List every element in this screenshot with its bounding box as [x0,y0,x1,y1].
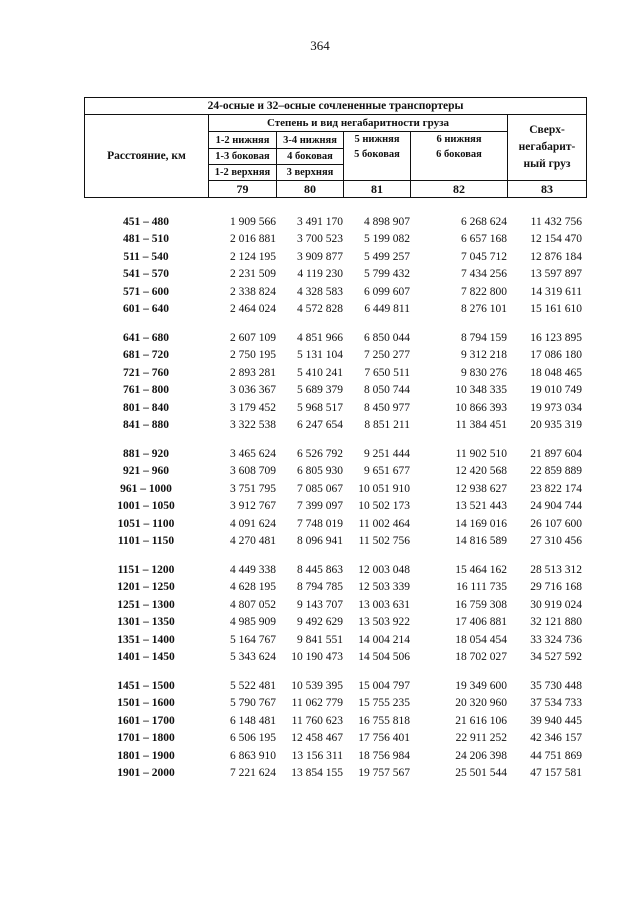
value-cell-81: 10 051 910 [358,482,410,495]
value-cell-83: 33 324 736 [530,633,582,646]
value-cell-79: 6 506 195 [230,732,276,745]
value-cell-82: 12 938 627 [455,482,507,495]
value-cell-82: 6 657 168 [461,233,507,246]
value-cell-80: 3 491 170 [297,215,343,228]
value-cell-83: 34 527 592 [530,651,582,664]
table-row [84,399,586,417]
variant-header-1 [209,132,277,181]
value-cell-79: 5 790 767 [230,697,276,710]
value-cell-80: 5 968 517 [297,401,343,414]
column-number: 83 [508,181,587,198]
value-cell-81: 6 449 811 [364,303,410,316]
value-cell-80: 9 841 551 [297,633,343,646]
value-cell-81: 9 651 677 [364,465,410,478]
value-cell-79: 3 751 795 [230,482,276,495]
value-cell-81: 7 250 277 [364,349,410,362]
value-cell-80: 10 190 473 [291,651,343,664]
table-row [84,765,586,783]
value-cell-82: 16 111 735 [456,581,507,594]
distance-cell: 1001 – 1050 [117,500,175,513]
value-cell-80: 10 539 395 [291,679,343,692]
value-cell-82: 7 434 256 [461,268,507,281]
value-cell-82: 18 054 454 [455,633,507,646]
value-cell-83: 22 859 889 [530,465,582,478]
table-row [84,695,586,713]
distance-cell: 801 – 840 [123,401,169,414]
value-cell-82: 19 349 600 [455,679,507,692]
value-cell-79: 2 124 195 [230,250,276,263]
distance-cell: 1901 – 2000 [117,767,175,780]
value-cell-82: 8 276 101 [461,303,507,316]
value-cell-81: 5 199 082 [364,233,410,246]
distance-cell: 841 – 880 [123,419,169,432]
distance-cell: 881 – 920 [123,447,169,460]
distance-cell: 1301 – 1350 [117,616,175,629]
table-row [84,231,586,249]
table-row [84,631,586,649]
variant-line: 3-4 нижняя [277,133,343,149]
value-cell-83: 19 010 749 [530,384,582,397]
distance-cell: 761 – 800 [123,384,169,397]
table-title: 24-осные и 32–осные сочлененные транспортеры [85,98,587,115]
variant-line: 5 нижняя [354,134,400,145]
value-cell-82: 22 911 252 [455,732,507,745]
value-cell-83: 16 123 895 [530,331,582,344]
value-cell-79: 4 270 481 [230,535,276,548]
value-cell-81: 5 799 432 [364,268,410,281]
table-row [84,347,586,365]
value-cell-79: 4 628 195 [230,581,276,594]
row-group [84,329,586,434]
value-cell-83: 23 822 174 [530,482,582,495]
value-cell-81: 15 004 797 [358,679,410,692]
value-cell-79: 4 985 909 [230,616,276,629]
value-cell-82: 10 348 335 [455,384,507,397]
row-group [84,213,586,318]
value-cell-80: 9 492 629 [297,616,343,629]
value-cell-79: 3 465 624 [230,447,276,460]
value-cell-81: 5 499 257 [364,250,410,263]
distance-cell: 541 – 570 [123,268,169,281]
over-header-line: ный груз [523,158,571,170]
value-cell-83: 28 513 312 [530,563,582,576]
row-group [84,677,586,782]
value-cell-79: 2 893 281 [230,366,276,379]
distance-cell: 1351 – 1400 [117,633,175,646]
table-row [84,301,586,319]
value-cell-79: 6 863 910 [230,749,276,762]
value-cell-82: 9 830 276 [461,366,507,379]
table-row [84,677,586,695]
value-cell-80: 6 526 792 [297,447,343,460]
distance-cell: 601 – 640 [123,303,169,316]
variant-line: 5 боковая [354,149,400,160]
value-cell-83: 19 973 034 [530,401,582,414]
table-row [84,248,586,266]
value-cell-82: 13 521 443 [455,500,507,513]
value-cell-79: 5 164 767 [230,633,276,646]
table-header [84,97,587,198]
variant-line: 4 боковая [277,149,343,165]
value-cell-81: 12 503 339 [358,581,410,594]
distance-cell: 921 – 960 [123,465,169,478]
value-cell-83: 21 897 604 [530,447,582,460]
value-cell-82: 11 384 451 [455,419,507,432]
column-number: 82 [411,181,508,198]
value-cell-79: 4 807 052 [230,598,276,611]
table-row [84,561,586,579]
value-cell-83: 37 534 733 [530,697,582,710]
value-cell-80: 3 700 523 [297,233,343,246]
value-cell-81: 19 757 567 [358,767,410,780]
table-row [84,283,586,301]
variant-line: 1-2 нижняя [209,133,276,149]
value-cell-82: 11 902 510 [455,447,507,460]
value-cell-80: 6 247 654 [297,419,343,432]
distance-cell: 1601 – 1700 [117,714,175,727]
table-row [84,364,586,382]
value-cell-82: 16 759 308 [455,598,507,611]
value-cell-81: 7 650 511 [364,366,410,379]
value-cell-83: 18 048 465 [530,366,582,379]
value-cell-81: 14 504 506 [358,651,410,664]
table-row [84,463,586,481]
value-cell-80: 8 096 941 [297,535,343,548]
distance-header: Расстояние, км [85,115,209,198]
table-row [84,712,586,730]
value-cell-81: 18 756 984 [358,749,410,762]
value-cell-81: 6 850 044 [364,331,410,344]
value-cell-80: 4 119 230 [297,268,343,281]
distance-cell: 721 – 760 [123,366,169,379]
value-cell-80: 7 399 097 [297,500,343,513]
value-cell-79: 3 608 709 [230,465,276,478]
variant-line: 6 боковая [436,149,482,160]
distance-cell: 1201 – 1250 [117,581,175,594]
table-row [84,747,586,765]
value-cell-81: 13 003 631 [358,598,410,611]
value-cell-80: 12 458 467 [291,732,343,745]
value-cell-83: 13 597 897 [530,268,582,281]
value-cell-80: 9 143 707 [297,598,343,611]
table-row [84,329,586,347]
over-dimension-header [508,115,587,181]
value-cell-80: 13 854 155 [291,767,343,780]
value-cell-82: 24 206 398 [455,749,507,762]
distance-cell: 961 – 1000 [120,482,172,495]
value-cell-81: 14 004 214 [358,633,410,646]
value-cell-79: 2 231 509 [230,268,276,281]
value-cell-80: 3 909 877 [297,250,343,263]
variant-line: 6 нижняя [436,134,482,145]
value-cell-83: 20 935 319 [530,419,582,432]
value-cell-81: 6 099 607 [364,285,410,298]
value-cell-81: 12 003 048 [358,563,410,576]
table-row [84,579,586,597]
value-cell-81: 16 755 818 [358,714,410,727]
value-cell-80: 11 760 623 [291,714,343,727]
value-cell-83: 17 086 180 [530,349,582,362]
distance-cell: 1151 – 1200 [117,563,175,576]
variant-line: 1-2 верхняя [214,166,271,178]
value-cell-79: 4 449 338 [230,563,276,576]
value-cell-79: 2 338 824 [230,285,276,298]
value-cell-79: 2 750 195 [230,349,276,362]
value-cell-83: 35 730 448 [530,679,582,692]
distance-cell: 571 – 600 [123,285,169,298]
value-cell-81: 8 050 744 [364,384,410,397]
value-cell-83: 24 904 744 [530,500,582,513]
value-cell-82: 12 420 568 [455,465,507,478]
distance-cell: 1401 – 1450 [117,651,175,664]
value-cell-79: 5 343 624 [230,651,276,664]
over-header-line: негабарит- [518,141,576,153]
value-cell-80: 7 085 067 [297,482,343,495]
distance-cell: 1051 – 1100 [117,517,175,530]
value-cell-83: 44 751 869 [530,749,582,762]
value-cell-82: 9 312 218 [461,349,507,362]
variant-header-4 [411,132,508,181]
value-cell-81: 10 502 173 [358,500,410,513]
value-cell-82: 7 822 800 [461,285,507,298]
page-number: 364 [310,38,330,53]
distance-cell: 1801 – 1900 [117,749,175,762]
value-cell-80: 6 805 930 [297,465,343,478]
value-cell-82: 17 406 881 [455,616,507,629]
value-cell-83: 29 716 168 [530,581,582,594]
value-cell-80: 13 156 311 [291,749,343,762]
value-cell-79: 3 036 367 [230,384,276,397]
value-cell-80: 4 572 828 [297,303,343,316]
value-cell-81: 8 450 977 [364,401,410,414]
table-row [84,730,586,748]
value-cell-79: 2 607 109 [230,331,276,344]
table-row [84,498,586,516]
table-row [84,533,586,551]
value-cell-80: 7 748 019 [297,517,343,530]
value-cell-82: 20 320 960 [455,697,507,710]
table-row [84,445,586,463]
row-group [84,561,586,666]
value-cell-83: 42 346 157 [530,732,582,745]
row-group [84,445,586,550]
table-row [84,614,586,632]
value-cell-79: 1 909 566 [230,215,276,228]
value-cell-80: 8 445 863 [297,563,343,576]
value-cell-79: 3 179 452 [230,401,276,414]
distance-cell: 1251 – 1300 [117,598,175,611]
value-cell-83: 14 319 611 [530,285,582,298]
distance-cell: 1451 – 1500 [117,679,175,692]
value-cell-82: 18 702 027 [455,651,507,664]
value-cell-83: 30 919 024 [530,598,582,611]
value-cell-82: 7 045 712 [461,250,507,263]
table-row [84,596,586,614]
value-cell-79: 3 912 767 [230,500,276,513]
distance-cell: 511 – 540 [123,250,169,263]
distance-cell: 641 – 680 [123,331,169,344]
value-cell-79: 5 522 481 [230,679,276,692]
table-row [84,649,586,667]
value-cell-83: 39 940 445 [530,714,582,727]
column-number: 79 [209,181,277,198]
value-cell-82: 10 866 393 [455,401,507,414]
variant-line: 3 верхняя [286,166,334,178]
table-row [84,480,586,498]
distance-cell: 451 – 480 [123,215,169,228]
value-cell-82: 25 501 544 [455,767,507,780]
value-cell-82: 15 464 162 [455,563,507,576]
table-row [84,417,586,435]
value-cell-80: 5 689 379 [297,384,343,397]
table-row [84,515,586,533]
value-cell-82: 6 268 624 [461,215,507,228]
value-cell-81: 13 503 922 [358,616,410,629]
value-cell-81: 9 251 444 [364,447,410,460]
value-cell-82: 21 616 106 [455,714,507,727]
value-cell-79: 4 091 624 [230,517,276,530]
table-row [84,266,586,284]
value-cell-81: 11 002 464 [358,517,410,530]
table-row [84,213,586,231]
value-cell-83: 26 107 600 [530,517,582,530]
value-cell-81: 8 851 211 [364,419,410,432]
value-cell-80: 11 062 779 [291,697,343,710]
variant-header-2 [277,132,344,181]
variant-line: 1-3 боковая [209,149,276,165]
distance-cell: 481 – 510 [123,233,169,246]
value-cell-81: 17 756 401 [358,732,410,745]
value-cell-83: 32 121 880 [530,616,582,629]
distance-cell: 681 – 720 [123,349,169,362]
value-cell-82: 8 794 159 [461,331,507,344]
value-cell-82: 14 169 016 [455,517,507,530]
value-cell-79: 3 322 538 [230,419,276,432]
value-cell-83: 12 154 470 [530,233,582,246]
table-row [84,382,586,400]
column-number: 81 [344,181,411,198]
value-cell-79: 7 221 624 [230,767,276,780]
value-cell-81: 15 755 235 [358,697,410,710]
value-cell-83: 12 876 184 [530,250,582,263]
oversize-subtitle: Степень и вид негабаритности груза [209,115,508,132]
value-cell-79: 2 016 881 [230,233,276,246]
value-cell-82: 14 816 589 [455,535,507,548]
distance-cell: 1501 – 1600 [117,697,175,710]
value-cell-83: 47 157 581 [530,767,582,780]
value-cell-80: 5 131 104 [297,349,343,362]
column-number: 80 [277,181,344,198]
value-cell-79: 6 148 481 [230,714,276,727]
distance-cell: 1101 – 1150 [117,535,175,548]
table-body [84,213,586,793]
variant-header-3 [344,132,411,181]
value-cell-79: 2 464 024 [230,303,276,316]
value-cell-83: 15 161 610 [530,303,582,316]
over-header-line: Сверх- [529,124,565,136]
value-cell-83: 27 310 456 [530,535,582,548]
value-cell-80: 5 410 241 [297,366,343,379]
value-cell-83: 11 432 756 [530,215,582,228]
value-cell-80: 4 328 583 [297,285,343,298]
value-cell-81: 11 502 756 [358,535,410,548]
value-cell-80: 4 851 966 [297,331,343,344]
value-cell-81: 4 898 907 [364,215,410,228]
distance-cell: 1701 – 1800 [117,732,175,745]
value-cell-80: 8 794 785 [297,581,343,594]
